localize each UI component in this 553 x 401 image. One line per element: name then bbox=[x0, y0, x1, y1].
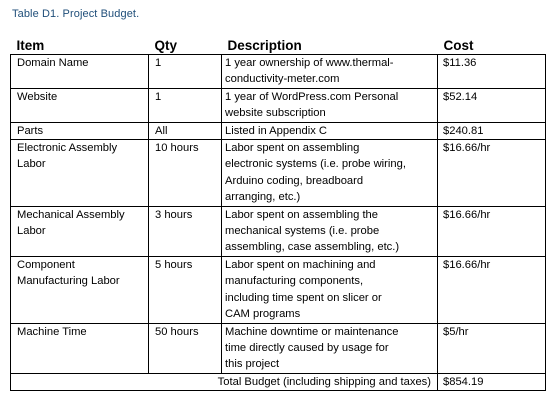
table-row bbox=[11, 55, 546, 89]
cell-description-line: CAM programs bbox=[225, 308, 301, 321]
cell-qty: All bbox=[149, 122, 222, 139]
cell-item-line: Labor bbox=[17, 225, 46, 238]
cell-cost: $16.66/hr bbox=[438, 206, 546, 256]
cell-description-line: Labor spent on machining and bbox=[225, 258, 376, 271]
cell-item-line: Mechanical Assembly bbox=[17, 208, 125, 221]
cell-qty: 50 hours bbox=[149, 323, 222, 373]
cell-description bbox=[222, 88, 438, 122]
cell-item-line: Parts bbox=[17, 124, 44, 137]
cell-description bbox=[222, 323, 438, 373]
cell-item bbox=[11, 140, 149, 207]
cell-description bbox=[222, 206, 438, 256]
cell-description-line: including time spent on slicer or bbox=[225, 291, 382, 304]
cell-item bbox=[11, 122, 149, 139]
cell-description-line: Machine downtime or maintenance bbox=[225, 325, 399, 338]
cell-item bbox=[11, 88, 149, 122]
cell-qty: 1 bbox=[149, 55, 222, 89]
cell-item-line: Manufacturing Labor bbox=[17, 275, 120, 288]
cell-cost: $240.81 bbox=[438, 122, 546, 139]
cell-item-line: Machine Time bbox=[17, 325, 87, 338]
cell-cost: $5/hr bbox=[438, 323, 546, 373]
cell-description bbox=[222, 55, 438, 89]
table-row bbox=[11, 256, 546, 323]
cell-qty: 1 bbox=[149, 88, 222, 122]
cell-description-line: Labor spent on assembling bbox=[225, 142, 360, 155]
cell-description-line: this project bbox=[225, 358, 280, 371]
cell-description-line: electronic systems (i.e. probe wiring, bbox=[225, 158, 406, 171]
cell-qty: 5 hours bbox=[149, 256, 222, 323]
header-qty: Qty bbox=[149, 38, 222, 55]
cell-cost: $16.66/hr bbox=[438, 140, 546, 207]
total-label: Total Budget (including shipping and taxes) bbox=[11, 373, 438, 390]
cell-item bbox=[11, 55, 149, 89]
cell-description-line: conductivity-meter.com bbox=[225, 73, 340, 86]
total-row bbox=[11, 373, 546, 390]
cell-description-line: Arduino coding, breadboard bbox=[225, 174, 364, 187]
table-body bbox=[11, 55, 546, 374]
cell-item-line: Website bbox=[17, 90, 58, 103]
cell-description-line: Listed in Appendix C bbox=[225, 124, 327, 137]
cell-description bbox=[222, 256, 438, 323]
cell-description-line: website subscription bbox=[225, 107, 326, 120]
table-row bbox=[11, 88, 546, 122]
budget-table bbox=[10, 38, 546, 391]
total-value: $854.19 bbox=[438, 373, 546, 390]
cell-qty: 10 hours bbox=[149, 140, 222, 207]
table-caption: Table D1. Project Budget. bbox=[12, 8, 140, 20]
cell-description-line: 1 year of WordPress.com Personal bbox=[225, 90, 399, 103]
cell-description bbox=[222, 140, 438, 207]
cell-cost: $11.36 bbox=[438, 55, 546, 89]
table-header-row bbox=[11, 38, 546, 55]
cell-description-line: assembling, case assembling, etc.) bbox=[225, 241, 400, 254]
header-cost: Cost bbox=[438, 38, 546, 55]
cell-item bbox=[11, 206, 149, 256]
cell-cost: $16.66/hr bbox=[438, 256, 546, 323]
cell-qty: 3 hours bbox=[149, 206, 222, 256]
table-row bbox=[11, 122, 546, 139]
cell-item-line: Component bbox=[17, 258, 75, 271]
cell-description-line: manufacturing components, bbox=[225, 275, 364, 288]
cell-item-line: Labor bbox=[17, 158, 46, 171]
cell-description-line: Labor spent on assembling the bbox=[225, 208, 378, 221]
cell-item-line: Domain Name bbox=[17, 57, 89, 69]
header-item: Item bbox=[11, 38, 149, 55]
cell-item-line: Electronic Assembly bbox=[17, 142, 118, 155]
header-description: Description bbox=[222, 38, 438, 55]
table-row bbox=[11, 206, 546, 256]
cell-description-line: arranging, etc.) bbox=[225, 191, 301, 204]
cell-description-line: 1 year ownership of www.thermal- bbox=[225, 57, 394, 69]
cell-description-line: mechanical systems (i.e. probe bbox=[225, 225, 380, 238]
cell-description-line: time directly caused by usage for bbox=[225, 341, 389, 354]
cell-item bbox=[11, 323, 149, 373]
table-row bbox=[11, 140, 546, 207]
cell-description bbox=[222, 122, 438, 139]
table-row bbox=[11, 323, 546, 373]
cell-item bbox=[11, 256, 149, 323]
cell-cost: $52.14 bbox=[438, 88, 546, 122]
